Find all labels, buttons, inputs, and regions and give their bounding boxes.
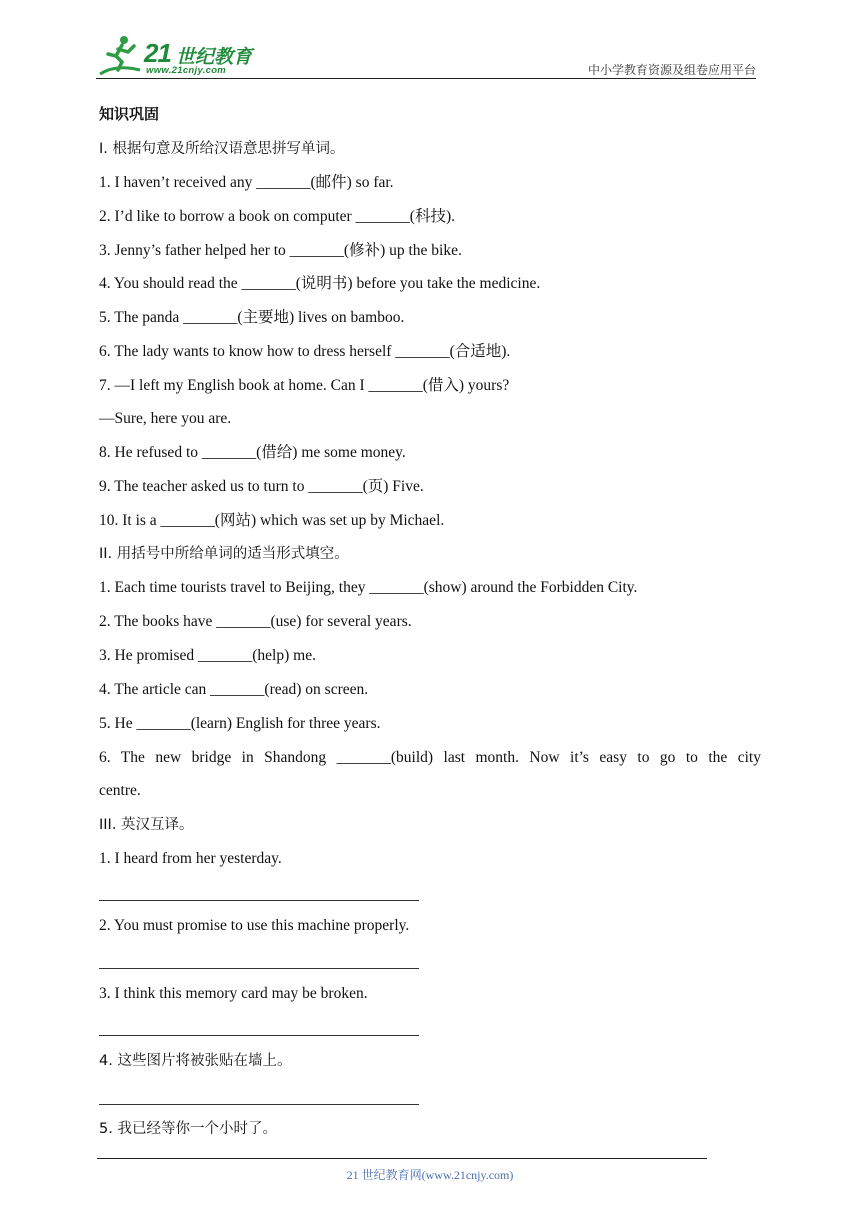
section-title: 知识巩固 xyxy=(99,105,160,123)
logo-url: www.21cnjy.com xyxy=(146,65,227,76)
part2-item: 6. The new bridge in Shandong _______(build) last month. Now it’s easy to go to the city xyxy=(99,749,761,766)
answer-line[interactable] xyxy=(99,900,419,901)
part3-heading: III. 英汉互译。 xyxy=(99,817,194,833)
answer-line[interactable] xyxy=(99,1104,419,1105)
page-header xyxy=(0,0,860,90)
part1-heading: I. 根据句意及所给汉语意思拼写单词。 xyxy=(99,141,345,157)
logo-text: 世纪教育 xyxy=(176,46,253,68)
part2-item: 3. He promised _______(help) me. xyxy=(99,647,316,664)
part2-item: 4. The article can _______(read) on screen. xyxy=(99,681,369,698)
part1-item: 5. The panda _______(主要地) lives on bamboo. xyxy=(99,309,405,326)
header-tagline: 中小学教育资源及组卷应用平台 xyxy=(587,63,756,77)
logo-number: 21 xyxy=(144,38,171,68)
part1-item: 9. The teacher asked us to turn to _______(页) Five. xyxy=(99,478,424,495)
part2-item: 5. He _______(learn) English for three years. xyxy=(99,715,381,732)
logo xyxy=(96,34,266,78)
part1-item: —Sure, here you are. xyxy=(99,410,232,427)
part1-item: 4. You should read the _______(说明书) before you take the medicine. xyxy=(99,275,541,292)
part3-item: 3. I think this memory card may be broken. xyxy=(99,985,368,1002)
part3-item: 4. 这些图片将被张贴在墙上。 xyxy=(99,1053,292,1069)
footer-divider xyxy=(97,1158,707,1159)
part1-item: 1. I haven’t received any _______(邮件) so far. xyxy=(99,174,394,191)
part1-item: 7. —I left my English book at home. Can I _______(借入) yours? xyxy=(99,377,510,394)
part1-item: 10. It is a _______(网站) which was set up by Michael. xyxy=(99,512,445,529)
answer-line[interactable] xyxy=(99,968,419,969)
part2-item: 2. The books have _______(use) for several years. xyxy=(99,613,412,630)
part1-item: 8. He refused to _______(借给) me some money. xyxy=(99,444,406,461)
runner-logo-icon xyxy=(96,34,142,78)
header-divider xyxy=(96,78,756,79)
part1-item: 6. The lady wants to know how to dress herself _______(合适地). xyxy=(99,343,511,360)
part2-item-continuation: centre. xyxy=(99,782,141,799)
answer-line[interactable] xyxy=(99,1035,419,1036)
part3-item: 2. You must promise to use this machine properly. xyxy=(99,917,410,934)
part1-item: 2. I’d like to borrow a book on computer _______(科技). xyxy=(99,208,456,225)
part1-item: 3. Jenny’s father helped her to _______(修补) up the bike. xyxy=(99,242,462,259)
footer-text[interactable]: 21 世纪教育网(www.21cnjy.com) xyxy=(346,1168,514,1182)
part3-item: 5. 我已经等你一个小时了。 xyxy=(99,1121,277,1137)
part3-item: 1. I heard from her yesterday. xyxy=(99,850,282,867)
part2-heading: II. 用括号中所给单词的适当形式填空。 xyxy=(99,546,349,562)
part2-item: 1. Each time tourists travel to Beijing, they _______(show) around the Forbidden City. xyxy=(99,579,638,596)
